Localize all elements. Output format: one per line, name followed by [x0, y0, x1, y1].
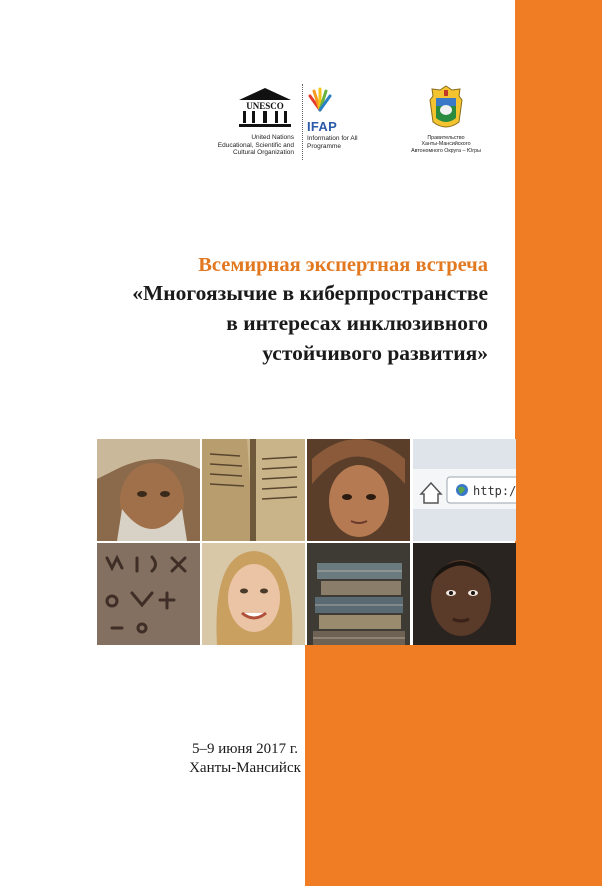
ifap-caption-line: Information for All: [307, 135, 358, 142]
event-dates: 5–9 июня 2017 г.: [191, 741, 299, 757]
orange-lower-block: [305, 645, 602, 886]
hmao-caption-line: Правительство: [427, 135, 465, 141]
event-footer: [145, 740, 345, 778]
event-title-line: «Многоязычие в киберпространстве: [132, 281, 488, 305]
photo-grid: [97, 439, 516, 645]
unesco-caption-line: Cultural Organization: [232, 149, 294, 156]
event-title-line: в интересах инклюзивного: [226, 311, 488, 335]
event-subtitle: Всемирная экспертная встреча: [198, 254, 488, 276]
photo-young-boy: [413, 543, 516, 645]
unesco-logo: [200, 86, 296, 157]
unesco-caption: [200, 134, 294, 157]
unesco-temple-icon: [237, 86, 293, 130]
ifap-logo: [307, 86, 373, 150]
ifap-wordmark: IFAP: [307, 119, 338, 134]
event-city: Ханты-Мансийск: [189, 760, 301, 776]
hmao-caption: [398, 135, 494, 154]
ifap-caption-line: Programme: [307, 142, 341, 150]
photo-manuscript: [202, 439, 305, 541]
hmao-caption-line: Ханты-Мансийского: [421, 141, 471, 148]
event-title-line: устойчивого развития»: [262, 341, 488, 365]
unesco-wordmark: UNESCO: [246, 101, 284, 111]
logo-divider: [302, 84, 303, 160]
hmao-logo: [398, 84, 494, 154]
unesco-caption-line: Educational, Scientific and: [217, 141, 294, 149]
photo-smiling-woman: [202, 543, 305, 645]
unesco-caption-line: United Nations: [251, 134, 294, 141]
ifap-fan-icon: [307, 86, 333, 112]
photo-stone-script: [97, 543, 200, 645]
hmao-caption-line: Автономного Округа – Югры: [411, 147, 481, 154]
photo-child-fur-hat: [307, 439, 410, 541]
browser-url-text: http:/: [473, 484, 516, 498]
photo-book-stack: [307, 543, 410, 645]
photo-elderly-man: [97, 439, 200, 541]
ifap-caption: [307, 135, 373, 150]
coat-of-arms-icon: [426, 84, 466, 132]
photo-browser-address-bar: [413, 439, 516, 541]
title-block: [132, 252, 488, 368]
